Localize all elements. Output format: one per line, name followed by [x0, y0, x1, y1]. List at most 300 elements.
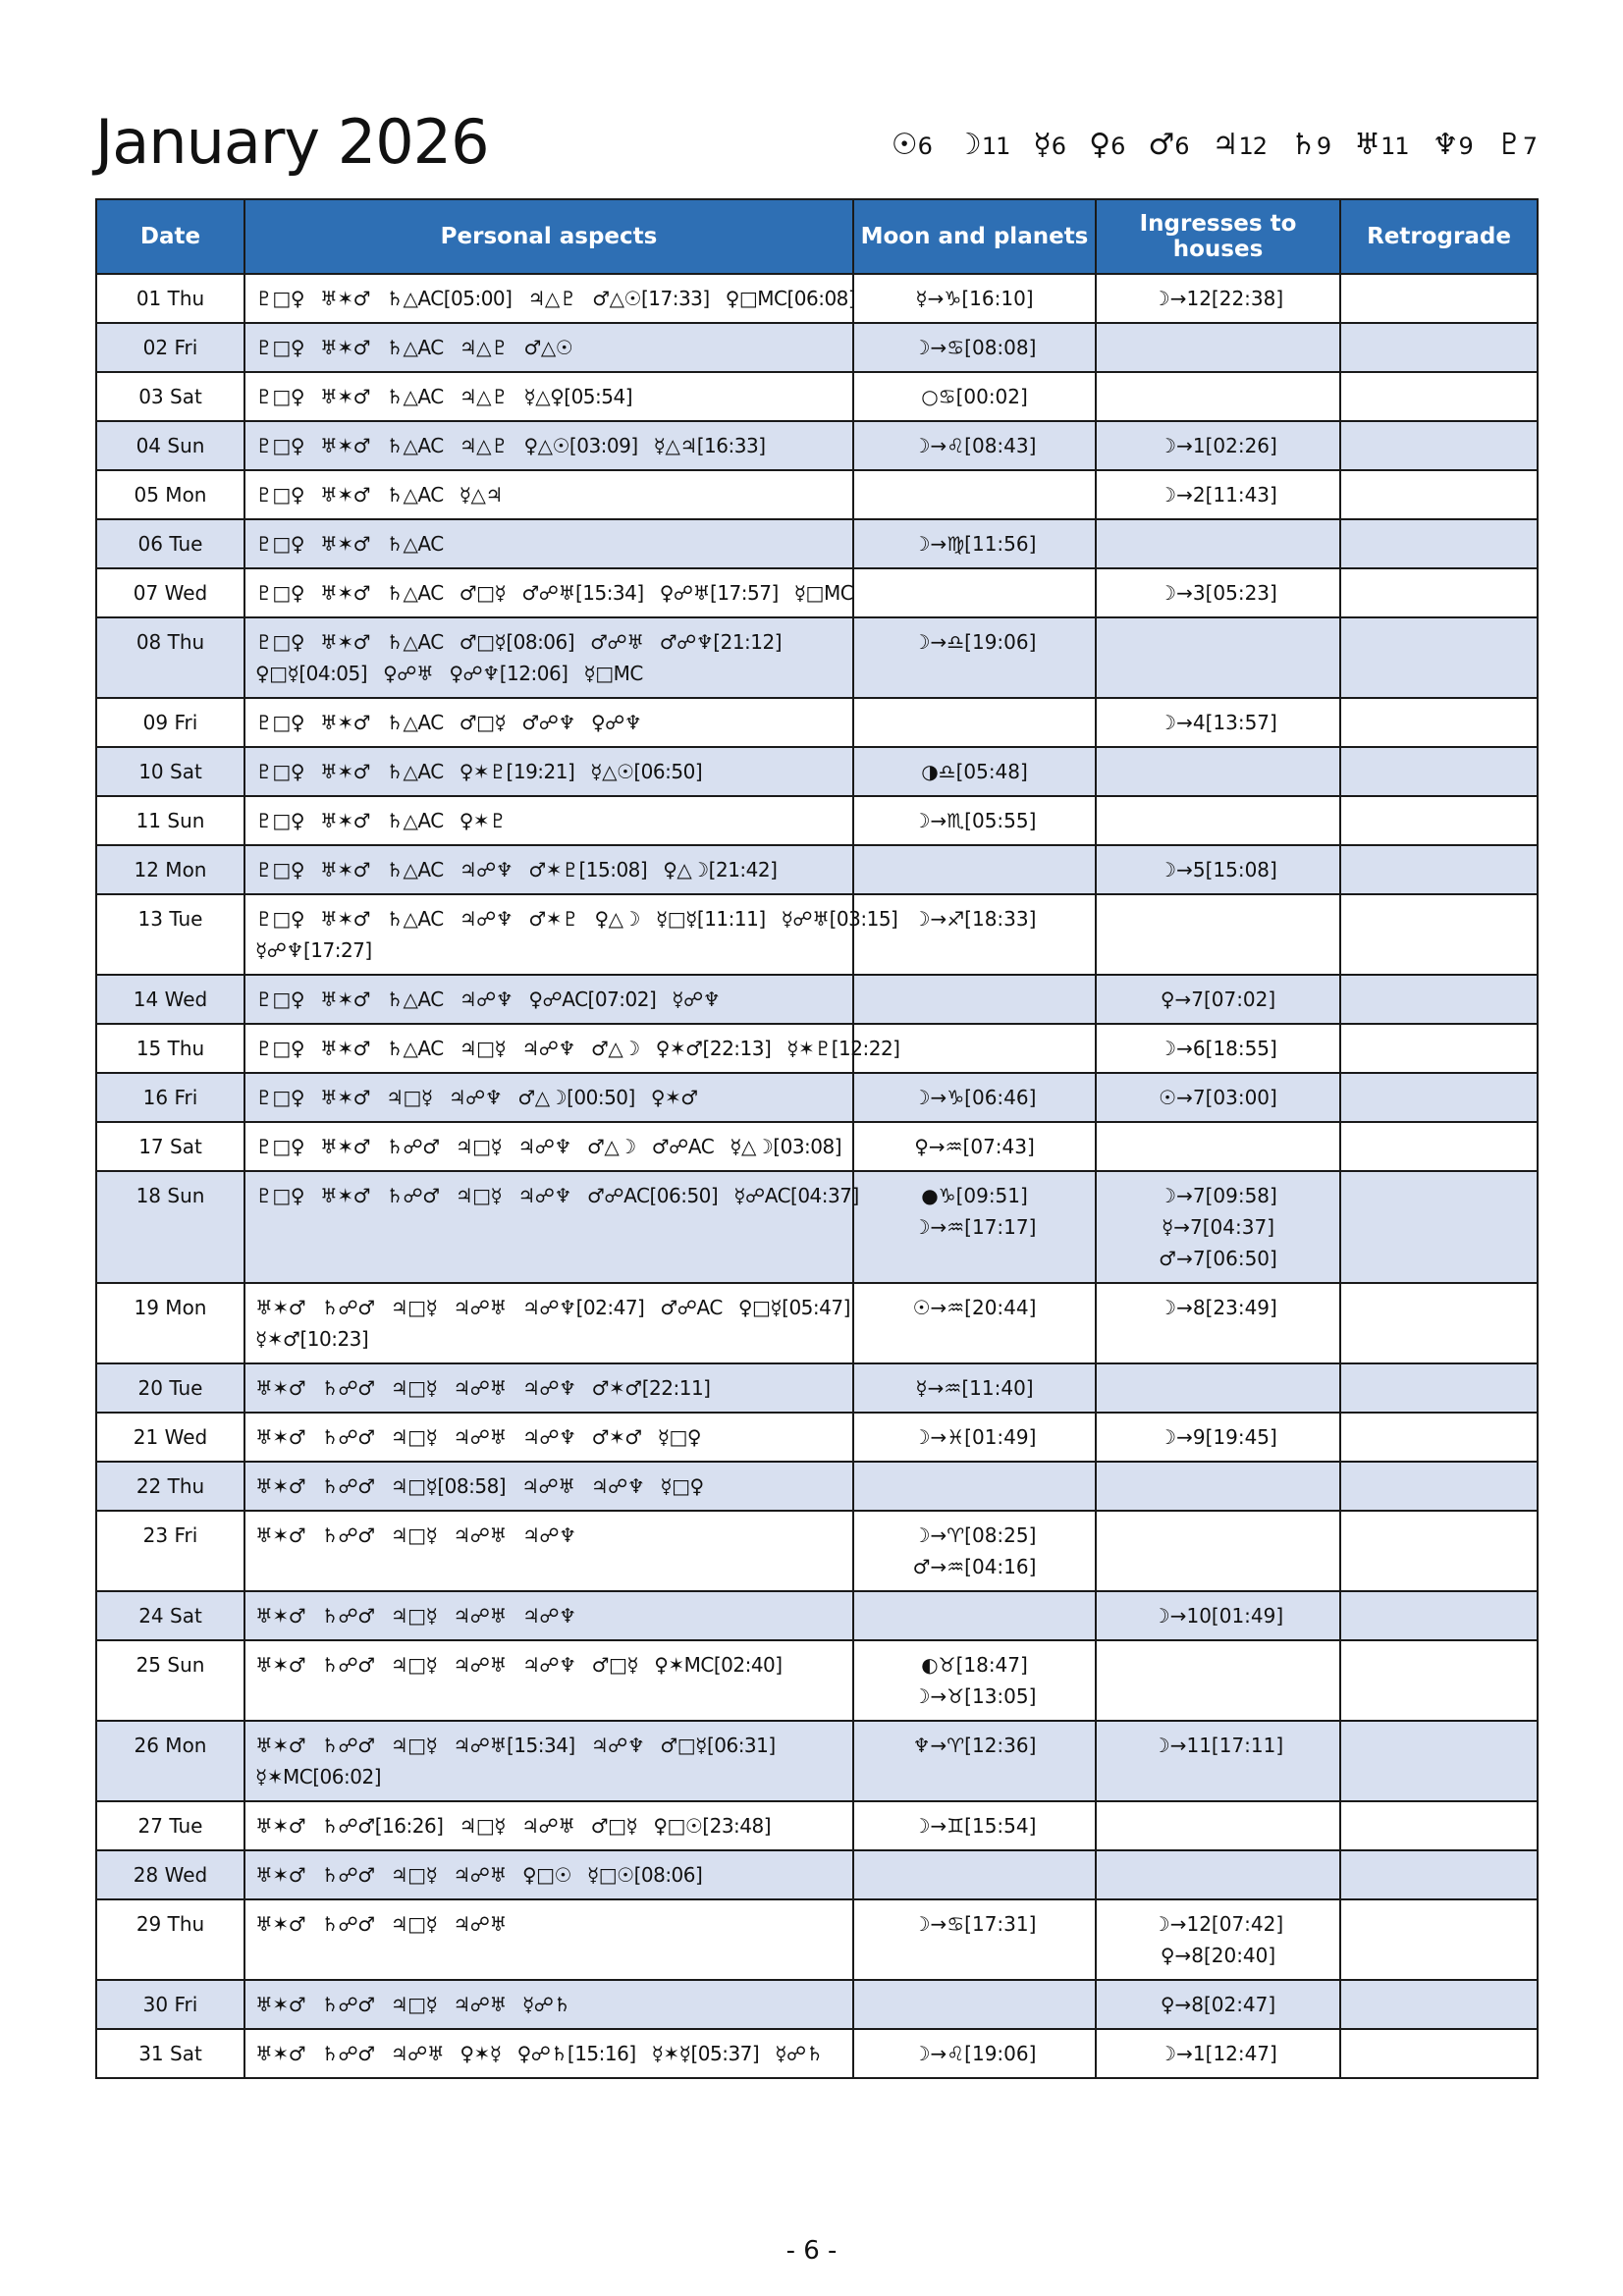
aspect: ♄☍♂[16:26] — [321, 1814, 444, 1838]
aspect: ♄☍♂ — [321, 1912, 375, 1936]
page-title: January 2026 — [95, 106, 489, 178]
ingresses-cell — [1096, 1980, 1340, 2029]
moon-and-planets-cell — [853, 975, 1096, 1024]
date-cell: 24 Sat — [96, 1591, 244, 1640]
ingresses-cell — [1096, 519, 1340, 568]
retrograde-cell — [1340, 274, 1538, 323]
aspect: ♀△☉[03:09] — [523, 434, 638, 457]
personal-aspects-cell — [244, 470, 853, 519]
personal-aspects-cell — [244, 1073, 853, 1122]
table-row — [96, 1363, 1538, 1413]
personal-aspects-cell — [244, 323, 853, 372]
personal-aspects-cell — [244, 1591, 853, 1640]
retrograde-cell — [1340, 568, 1538, 617]
aspect: ♃□☿ — [455, 1135, 503, 1158]
ingress-event: ☉→7[03:00] — [1159, 1086, 1277, 1109]
aspect: ♇□♀ — [255, 287, 304, 310]
aspect-line — [255, 903, 898, 934]
retrograde-cell — [1340, 698, 1538, 747]
date-cell: 16 Fri — [96, 1073, 244, 1122]
ingresses-cell — [1096, 1721, 1340, 1801]
table-row — [96, 1801, 1538, 1850]
moon-planet-event: ☽→♋[08:08] — [912, 336, 1037, 359]
aspect: ♃☍♆ — [517, 1135, 571, 1158]
aspect: ♅✶♂ — [319, 434, 371, 457]
aspect: ♅✶♂ — [319, 711, 371, 734]
aspect: ♄☍♂ — [321, 1523, 375, 1547]
ingresses-cell — [1096, 1171, 1340, 1283]
date-cell: 18 Sun — [96, 1171, 244, 1283]
ingresses-cell — [1096, 1591, 1340, 1640]
ingresses-cell — [1096, 274, 1340, 323]
aspect: ♄△AC — [386, 385, 444, 408]
calendar-table — [95, 198, 1539, 2079]
personal-aspects-cell — [244, 1721, 853, 1801]
aspect: ♀☍AC[07:02] — [528, 988, 657, 1011]
aspect: ♄☍♂ — [321, 1604, 375, 1628]
ingress-event: ☽→9[19:45] — [1159, 1425, 1277, 1449]
aspect: ♃□☿ — [390, 1604, 438, 1628]
aspect: ♃□☿ — [390, 1425, 438, 1449]
personal-aspects-cell — [244, 1980, 853, 2029]
saturn-icon — [1290, 128, 1330, 162]
aspect: ☿☍♄ — [775, 2042, 824, 2065]
date-cell: 10 Sat — [96, 747, 244, 796]
retrograde-cell — [1340, 1850, 1538, 1899]
retrograde-cell — [1340, 470, 1538, 519]
aspect: ♅✶♂ — [319, 988, 371, 1011]
ingresses-cell — [1096, 421, 1340, 470]
ingresses-cell — [1096, 1801, 1340, 1850]
page-number: - 6 - — [785, 2236, 838, 2266]
date-cell: 17 Sat — [96, 1122, 244, 1171]
moon-planet-event: ☽→♑[06:46] — [912, 1086, 1037, 1109]
aspect: ♂□☿ — [459, 711, 507, 734]
moon-and-planets-cell — [853, 1850, 1096, 1899]
retrograde-cell — [1340, 2029, 1538, 2078]
aspect: ♂✶♇[15:08] — [528, 858, 648, 881]
ingresses-cell — [1096, 470, 1340, 519]
aspect: ♅✶♂ — [319, 287, 371, 310]
personal-aspects-cell — [244, 617, 853, 698]
personal-aspects-cell — [244, 1363, 853, 1413]
aspect: ♀△☽ — [594, 907, 640, 931]
planet-positions-header — [892, 128, 1537, 162]
aspect: ♅✶♂ — [255, 2042, 306, 2065]
aspect-line — [255, 283, 856, 314]
table-row — [96, 1980, 1538, 2029]
aspect: ♅✶♂ — [255, 1814, 306, 1838]
aspect: ♄△AC — [386, 483, 444, 507]
retrograde-cell — [1340, 1073, 1538, 1122]
moon-planet-event: ◑♎[05:48] — [921, 760, 1028, 783]
retrograde-cell — [1340, 1171, 1538, 1283]
date-cell: 28 Wed — [96, 1850, 244, 1899]
table-row — [96, 796, 1538, 845]
ingresses-cell — [1096, 1640, 1340, 1721]
ingress-event: ☽→5[15:08] — [1159, 858, 1277, 881]
personal-aspects-cell — [244, 519, 853, 568]
aspect: ♃△♇ — [459, 385, 509, 408]
aspect-line — [255, 1649, 842, 1681]
aspect: ☿✶♂[10:23] — [255, 1327, 369, 1351]
retrograde-cell — [1340, 894, 1538, 975]
aspect: ♅✶♂ — [319, 1135, 371, 1158]
aspect: ♀□MC[06:08] — [725, 287, 856, 310]
moon-planet-event: ☽→♐[18:33] — [912, 907, 1037, 931]
date-cell: 12 Mon — [96, 845, 244, 894]
planet-glyph: ☉ — [891, 128, 918, 162]
planet-house-number: 6 — [917, 133, 932, 160]
planet-house-number: 12 — [1238, 133, 1267, 160]
aspect: ♅✶♂ — [319, 809, 371, 832]
aspect: ♇□♀ — [255, 336, 304, 359]
moon-and-planets-cell — [853, 1980, 1096, 2029]
uranus-icon — [1354, 128, 1408, 162]
aspect: ♀□☿[04:05] — [255, 662, 368, 685]
aspect: ♂✶♇ — [528, 907, 579, 931]
aspect: ♃☍♅ — [453, 1993, 507, 2016]
aspect-line — [255, 1908, 842, 1940]
aspect: ♃☍♅ — [390, 2042, 445, 2065]
venus-icon — [1089, 128, 1124, 162]
aspect: ♇□♀ — [255, 434, 304, 457]
col-header-moon-and-planets: Moon and planets — [853, 199, 1096, 274]
personal-aspects-cell — [244, 1171, 859, 1283]
planet-glyph: ♃ — [1212, 128, 1239, 162]
table-row — [96, 747, 1538, 796]
aspect: ♃☍♆ — [590, 1734, 645, 1757]
aspect: ♃☍♆ — [521, 1037, 575, 1060]
date-cell: 03 Sat — [96, 372, 244, 421]
table-row — [96, 568, 1538, 617]
aspect: ♃□☿ — [390, 1376, 438, 1400]
aspect-line — [255, 1859, 842, 1891]
ingress-event: ☽→11[17:11] — [1152, 1734, 1284, 1757]
aspect-line — [255, 934, 842, 966]
aspect: ☿△♀[05:54] — [523, 385, 633, 408]
aspect-line — [255, 1372, 842, 1404]
ingresses-cell — [1096, 1850, 1340, 1899]
col-header-retrograde: Retrograde — [1340, 199, 1538, 274]
aspect: ☿△♃[16:33] — [653, 434, 766, 457]
date-cell: 20 Tue — [96, 1363, 244, 1413]
aspect-line — [255, 984, 842, 1015]
aspect: ♂✶♂ — [591, 1425, 642, 1449]
ingresses-cell — [1096, 1511, 1340, 1591]
table-row — [96, 1640, 1538, 1721]
aspect: ♅✶♂ — [255, 1993, 306, 2016]
date-cell: 22 Thu — [96, 1462, 244, 1511]
moon-planet-event: ●♑[09:51] ☽→♒[17:17] — [912, 1184, 1037, 1239]
aspect: ♅✶♂ — [319, 1086, 371, 1109]
table-row — [96, 519, 1538, 568]
aspect: ♄△AC[05:00] — [386, 287, 513, 310]
retrograde-cell — [1340, 1122, 1538, 1171]
aspect-line — [255, 1810, 842, 1842]
ingress-event: ☽→10[01:49] — [1152, 1604, 1284, 1628]
aspect: ♂☍♅[15:34] — [521, 581, 644, 605]
aspect: ♄☍♂ — [321, 1474, 375, 1498]
moon-planet-event: ♆→♈[12:36] — [912, 1734, 1037, 1757]
moon-and-planets-cell — [853, 1899, 1096, 1980]
aspect: ♇□♀ — [255, 1184, 304, 1207]
personal-aspects-cell — [244, 2029, 853, 2078]
planet-house-number: 6 — [1110, 133, 1125, 160]
moon-planet-event: ☽→♎[19:06] — [912, 630, 1037, 654]
table-row — [96, 274, 1538, 323]
aspect: ☿△♃ — [459, 483, 503, 507]
aspect: ♃☍♅ — [521, 1814, 575, 1838]
moon-planet-event: ☽→♓[01:49] — [912, 1425, 1037, 1449]
ingress-event: ☽→1[02:26] — [1159, 434, 1277, 457]
aspect: ♃☍♅ — [453, 1523, 507, 1547]
aspect-line — [255, 577, 854, 609]
mercury-icon — [1033, 128, 1065, 162]
date-cell: 05 Mon — [96, 470, 244, 519]
aspect: ♃△♇ — [527, 287, 577, 310]
aspect: ♃☍♅ — [453, 1425, 507, 1449]
aspect: ☿☍♆ — [672, 988, 721, 1011]
aspect: ♂△☽ — [590, 1037, 640, 1060]
aspect: ♃☍♆ — [521, 1523, 576, 1547]
table-row — [96, 1283, 1538, 1363]
table-row — [96, 894, 1538, 975]
aspect-line — [255, 1131, 842, 1162]
table-row — [96, 1024, 1538, 1073]
aspect: ♅✶♂ — [255, 1425, 306, 1449]
retrograde-cell — [1340, 796, 1538, 845]
aspect: ♄☍♂ — [321, 2042, 375, 2065]
ingress-event: ☽→2[11:43] — [1159, 483, 1277, 507]
aspect: ♇□♀ — [255, 988, 304, 1011]
aspect: ♃☍♅ — [521, 1474, 575, 1498]
ingress-event: ☽→7[09:58] ☿→7[04:37] — [1159, 1184, 1277, 1239]
aspect: ♅✶♂ — [319, 581, 371, 605]
aspect: ♄☍♂ — [386, 1184, 440, 1207]
ingresses-cell — [1096, 1024, 1340, 1073]
neptune-icon — [1433, 128, 1473, 162]
planet-glyph: ♇ — [1495, 128, 1523, 162]
retrograde-cell — [1340, 372, 1538, 421]
aspect: ♄△AC — [386, 760, 444, 783]
aspect: ♀☍♆ — [590, 711, 642, 734]
aspect: ☿△☽[03:08] — [730, 1135, 842, 1158]
retrograde-cell — [1340, 323, 1538, 372]
moon-icon — [955, 128, 1009, 162]
aspect: ♄☍♂ — [321, 1376, 375, 1400]
aspect: ♃☍♅ — [453, 1296, 507, 1319]
aspect: ♃☍♆ — [459, 858, 514, 881]
aspect: ♅✶♂ — [255, 1604, 306, 1628]
aspect: ♂□☿ — [459, 581, 507, 605]
aspect: ♇□♀ — [255, 1135, 304, 1158]
aspect: ♇□♀ — [255, 711, 304, 734]
date-cell: 15 Thu — [96, 1024, 244, 1073]
aspect: ♃□☿ — [390, 1523, 438, 1547]
moon-and-planets-cell — [853, 323, 1096, 372]
aspect: ♀✶♂[22:13] — [655, 1037, 772, 1060]
moon-planet-event: ◐♉[18:47] ☽→♉[13:05] — [912, 1653, 1037, 1708]
aspect: ♀△☽[21:42] — [663, 858, 778, 881]
moon-planet-event: ♀→♒[07:43] — [914, 1135, 1035, 1158]
aspect: ♃☍♆ — [459, 988, 514, 1011]
aspect: ♀✶♂ — [650, 1086, 698, 1109]
ingress-event: ☽→4[13:57] — [1159, 711, 1277, 734]
aspect: ♅✶♂ — [319, 483, 371, 507]
col-header-ingresses: Ingresses to houses — [1096, 199, 1340, 274]
aspect: ♇□♀ — [255, 1086, 304, 1109]
planet-glyph: ♆ — [1432, 128, 1459, 162]
ingresses-cell — [1096, 747, 1340, 796]
planet-house-number: 11 — [981, 133, 1010, 160]
aspect: ♃☍♆ — [521, 1653, 576, 1677]
table-row — [96, 1511, 1538, 1591]
aspect: ♄☍♂ — [321, 1863, 375, 1887]
table-row — [96, 975, 1538, 1024]
aspect-line — [255, 1989, 842, 2020]
ingresses-cell — [1096, 1283, 1340, 1363]
aspect-line — [255, 1470, 842, 1502]
aspect: ♄△AC — [386, 1037, 444, 1060]
aspect-line — [255, 756, 842, 787]
planet-glyph: ♅ — [1354, 128, 1381, 162]
table-row — [96, 1462, 1538, 1511]
personal-aspects-cell — [244, 796, 853, 845]
retrograde-cell — [1340, 1980, 1538, 2029]
table-row — [96, 323, 1538, 372]
sun-icon — [892, 128, 932, 162]
aspect: ♃□☿ — [390, 1912, 438, 1936]
moon-and-planets-cell — [853, 1171, 1096, 1283]
aspect: ♄△AC — [386, 532, 444, 556]
date-cell: 14 Wed — [96, 975, 244, 1024]
ingresses-cell — [1096, 1462, 1340, 1511]
planet-glyph: ♄ — [1289, 128, 1317, 162]
aspect: ♄△AC — [386, 809, 444, 832]
personal-aspects-cell — [244, 568, 853, 617]
table-row — [96, 1413, 1538, 1462]
retrograde-cell — [1340, 1024, 1538, 1073]
aspect: ♅✶♂ — [255, 1376, 306, 1400]
aspect: ♀✶♇[19:21] — [459, 760, 575, 783]
ingresses-cell — [1096, 894, 1340, 975]
aspect: ♃☍♅ — [453, 1912, 507, 1936]
aspect: ☿✶☿[05:37] — [651, 2042, 760, 2065]
moon-and-planets-cell — [853, 1413, 1096, 1462]
aspect: ☿□☿[11:11] — [655, 907, 766, 931]
moon-and-planets-cell — [853, 274, 1096, 323]
retrograde-cell — [1340, 1413, 1538, 1462]
personal-aspects-cell — [244, 975, 853, 1024]
aspect: ♀☍♅[17:57] — [659, 581, 779, 605]
ingresses-cell — [1096, 323, 1340, 372]
aspect: ♃☍♆ — [590, 1474, 645, 1498]
moon-and-planets-cell — [853, 1073, 1096, 1122]
planet-house-number: 6 — [1174, 133, 1189, 160]
aspect: ♃☍♆ — [521, 1376, 576, 1400]
table-row — [96, 698, 1538, 747]
moon-and-planets-cell — [853, 698, 1096, 747]
retrograde-cell — [1340, 1721, 1538, 1801]
retrograde-cell — [1340, 747, 1538, 796]
aspect: ♀☍♆[12:06] — [449, 662, 568, 685]
aspect: ♂☍AC — [660, 1296, 723, 1319]
aspect: ♄△AC — [386, 581, 444, 605]
moon-planet-event: ○♋[00:02] — [921, 385, 1028, 408]
aspect: ♄△AC — [386, 434, 444, 457]
moon-and-planets-cell — [853, 1640, 1096, 1721]
moon-planet-event: ☽→♊[15:54] — [912, 1814, 1037, 1838]
aspect: ♃☍♆ — [448, 1086, 503, 1109]
table-row — [96, 845, 1538, 894]
table-row — [96, 1171, 1538, 1283]
moon-and-planets-cell — [853, 421, 1096, 470]
planet-house-number: 11 — [1380, 133, 1409, 160]
aspect: ♂☍AC[06:50] — [586, 1184, 719, 1207]
date-cell: 30 Fri — [96, 1980, 244, 2029]
aspect: ♂△☉[17:33] — [592, 287, 710, 310]
ingress-event: ♀→8[02:47] — [1160, 1993, 1276, 2016]
aspect: ♃☍♅ — [453, 1653, 507, 1677]
personal-aspects-cell — [244, 1122, 853, 1171]
personal-aspects-cell — [244, 894, 898, 975]
aspect: ♀✶☿ — [460, 2042, 502, 2065]
aspect: ♀□☉[23:48] — [653, 1814, 772, 1838]
date-cell: 07 Wed — [96, 568, 244, 617]
aspect-line — [255, 2038, 842, 2069]
aspect: ♀☍♅ — [383, 662, 434, 685]
aspect: ♄△AC — [386, 630, 444, 654]
ingresses-cell — [1096, 617, 1340, 698]
personal-aspects-cell — [244, 1850, 853, 1899]
aspect-line — [255, 528, 842, 560]
retrograde-cell — [1340, 845, 1538, 894]
aspect: ♀✶MC[02:40] — [654, 1653, 783, 1677]
retrograde-cell — [1340, 1363, 1538, 1413]
aspect-line — [255, 1761, 842, 1792]
pluto-icon — [1496, 128, 1537, 162]
aspect: ☿✶MC[06:02] — [255, 1765, 381, 1789]
moon-and-planets-cell — [853, 372, 1096, 421]
date-cell: 08 Thu — [96, 617, 244, 698]
moon-and-planets-cell — [853, 1591, 1096, 1640]
aspect: ♄☍♂ — [321, 1425, 375, 1449]
ingresses-cell — [1096, 1363, 1340, 1413]
personal-aspects-cell — [244, 372, 853, 421]
date-cell: 06 Tue — [96, 519, 244, 568]
aspect: ♃□☿ — [390, 1993, 438, 2016]
table-row — [96, 1591, 1538, 1640]
aspect: ♃□☿ — [459, 1814, 507, 1838]
aspect: ♃□☿ — [459, 1037, 507, 1060]
aspect: ☿✶♇[12:22] — [786, 1037, 900, 1060]
personal-aspects-cell — [244, 845, 853, 894]
aspect: ♇□♀ — [255, 483, 304, 507]
aspect: ♂☍AC — [651, 1135, 715, 1158]
ingress-event: ☽→12[07:42] ♀→8[20:40] — [1152, 1912, 1284, 1967]
moon-and-planets-cell — [853, 617, 1096, 698]
aspect: ♇□♀ — [255, 858, 304, 881]
aspect: ♅✶♂ — [319, 760, 371, 783]
ingresses-cell — [1096, 568, 1340, 617]
aspect: ♄☍♂ — [321, 1993, 375, 2016]
table-row — [96, 1899, 1538, 1980]
aspect: ♅✶♂ — [319, 1037, 371, 1060]
table-header-row — [96, 199, 1538, 274]
moon-and-planets-cell — [853, 1122, 1096, 1171]
aspect: ♅✶♂ — [255, 1912, 306, 1936]
